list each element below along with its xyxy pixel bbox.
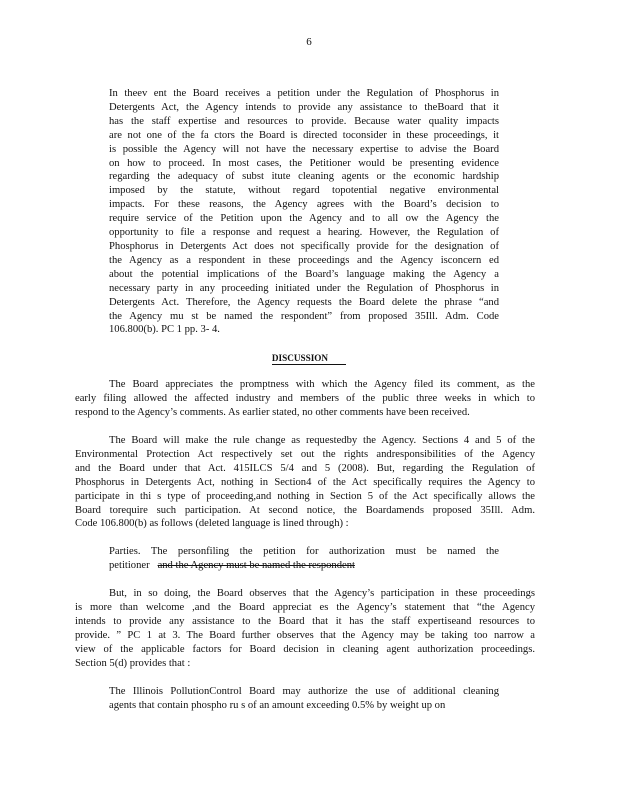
text-line: has the staff expertise and resources to provide. Because water quality impacts (109, 115, 499, 127)
text-line: Section 5(d) provides that : (75, 657, 191, 669)
text-line: about the potential implications of the Board’s language making the Agency a (109, 268, 499, 280)
text-line: Phosphorus in Detergents Act, nothing in Section4 of the Act specifically requires the Agency to (75, 476, 535, 488)
section-5d-quote (109, 685, 499, 713)
text-line: The Illinois PollutionControl Board may authorize the use of additional cleaning (109, 686, 499, 697)
text-line: is possible the Agency will not have the necessary expertise to advise the Board (109, 143, 499, 155)
rule-text-deleted-language: and the Agency must be named the respondent (157, 559, 355, 571)
discussion-heading (0, 353, 618, 365)
text-line: The Board will make the rule change as requestedby the Agency. Sections 4 and 5 of the (109, 435, 535, 446)
text-line: The Board appreciates the promptness with which the Agency filed its comment, as the (109, 379, 535, 390)
text-line: is more than welcome ,and the Board appreciat es the Agency’s statement that “the Agency (75, 601, 535, 613)
text-line: provide. ” PC 1 at 3. The Board further observes that the Agency may be taking too narrow a (75, 629, 535, 641)
discussion-paragraph-2 (75, 434, 535, 531)
text-line: are not one of the fa ctors the Board is directed toconsider in these proceedings, it (109, 129, 499, 141)
text-line: Code 106.800(b) as follows (deleted language is lined through) : (75, 518, 349, 530)
text-line: the Agency as a respondent in these proceedings and the Agency isconcern ed (109, 254, 499, 266)
text-line: Environmental Protection Act respectively set out the rights andresponsibilities of the Agency (75, 448, 535, 460)
text-line: Detergents Act, the Agency intends to provide any assistance to theBoard that it (109, 101, 499, 113)
text-line: early filing allowed the affected industry and members of the public three weeks in which to (75, 392, 535, 404)
text-line: on how to proceed. In most cases, the Petitioner would be presenting evidence (109, 157, 499, 169)
text-line: impacts. For these reasons, the Agency agrees with the Board’s decision to (109, 199, 499, 211)
text-line: regarding the adequacy of subst itute cleaning agents or the economic hardship (109, 171, 499, 183)
text-line: But, in so doing, the Board observes that the Agency’s participation in these proceedings (109, 588, 535, 599)
discussion-heading-text: DISCUSSION (272, 353, 346, 365)
text-line: Board torequire such participation. At second notice, the Boardamends proposed 35Ill. Adm. (75, 504, 535, 516)
text-line: participate in thi s type of proceeding,and nothing in Section 5 of the Act specifically allows the (75, 490, 535, 502)
text-line: agents that contain phospho ru s of an amount exceeding 0.5% by weight up on (109, 699, 446, 711)
text-line: necessary party in any proceeding initiated under the Regulation of Phosphorus in (109, 282, 499, 294)
text-line: the Agency mu st be named the respondent” from proposed 35Ill. Adm. Code (109, 310, 499, 322)
text-line: 106.800(b). PC 1 pp. 3- 4. (109, 324, 220, 336)
text-line: and the Board under that Act. 415ILCS 5/4 and 5 (2008). But, regarding the Regulation of (75, 462, 535, 474)
text-line: opportunity to file a response and request a hearing. However, the Regulation of (109, 227, 499, 239)
agency-comment-quote (109, 87, 499, 337)
text-line: require service of the Petition upon the Agency and to all ow the Agency the (109, 213, 499, 225)
page-number: 6 (306, 36, 312, 48)
text-line: intends to provide any assistance to the Board that it has the staff expertiseand resources to (75, 615, 535, 627)
text-line: In theev ent the Board receives a petition under the Regulation of Phosphorus in (109, 88, 499, 99)
discussion-paragraph-1 (75, 378, 535, 420)
text-line: view of the applicable factors for Board decision in cleaning agent authorization proceedings. (75, 643, 535, 655)
text-line: Phosphorus in Detergents Act does not specifically provide for the designation of (109, 240, 499, 252)
rule-text-line-2 (109, 559, 499, 573)
rule-text-block (109, 545, 499, 573)
text-line: Detergents Act. Therefore, the Agency requests the Board delete the phrase “and (109, 296, 499, 308)
text-line: respond to the Agency’s comments. As earlier stated, no other comments have been received. (75, 406, 470, 418)
rule-text-line-1: Parties. The personfiling the petition for authorization must be named the (109, 546, 499, 557)
rule-text-petitioner: petitioner (109, 559, 150, 571)
text-line: imposed by the statute, without regard topotential negative environmental (109, 185, 499, 197)
discussion-paragraph-3 (75, 587, 535, 670)
